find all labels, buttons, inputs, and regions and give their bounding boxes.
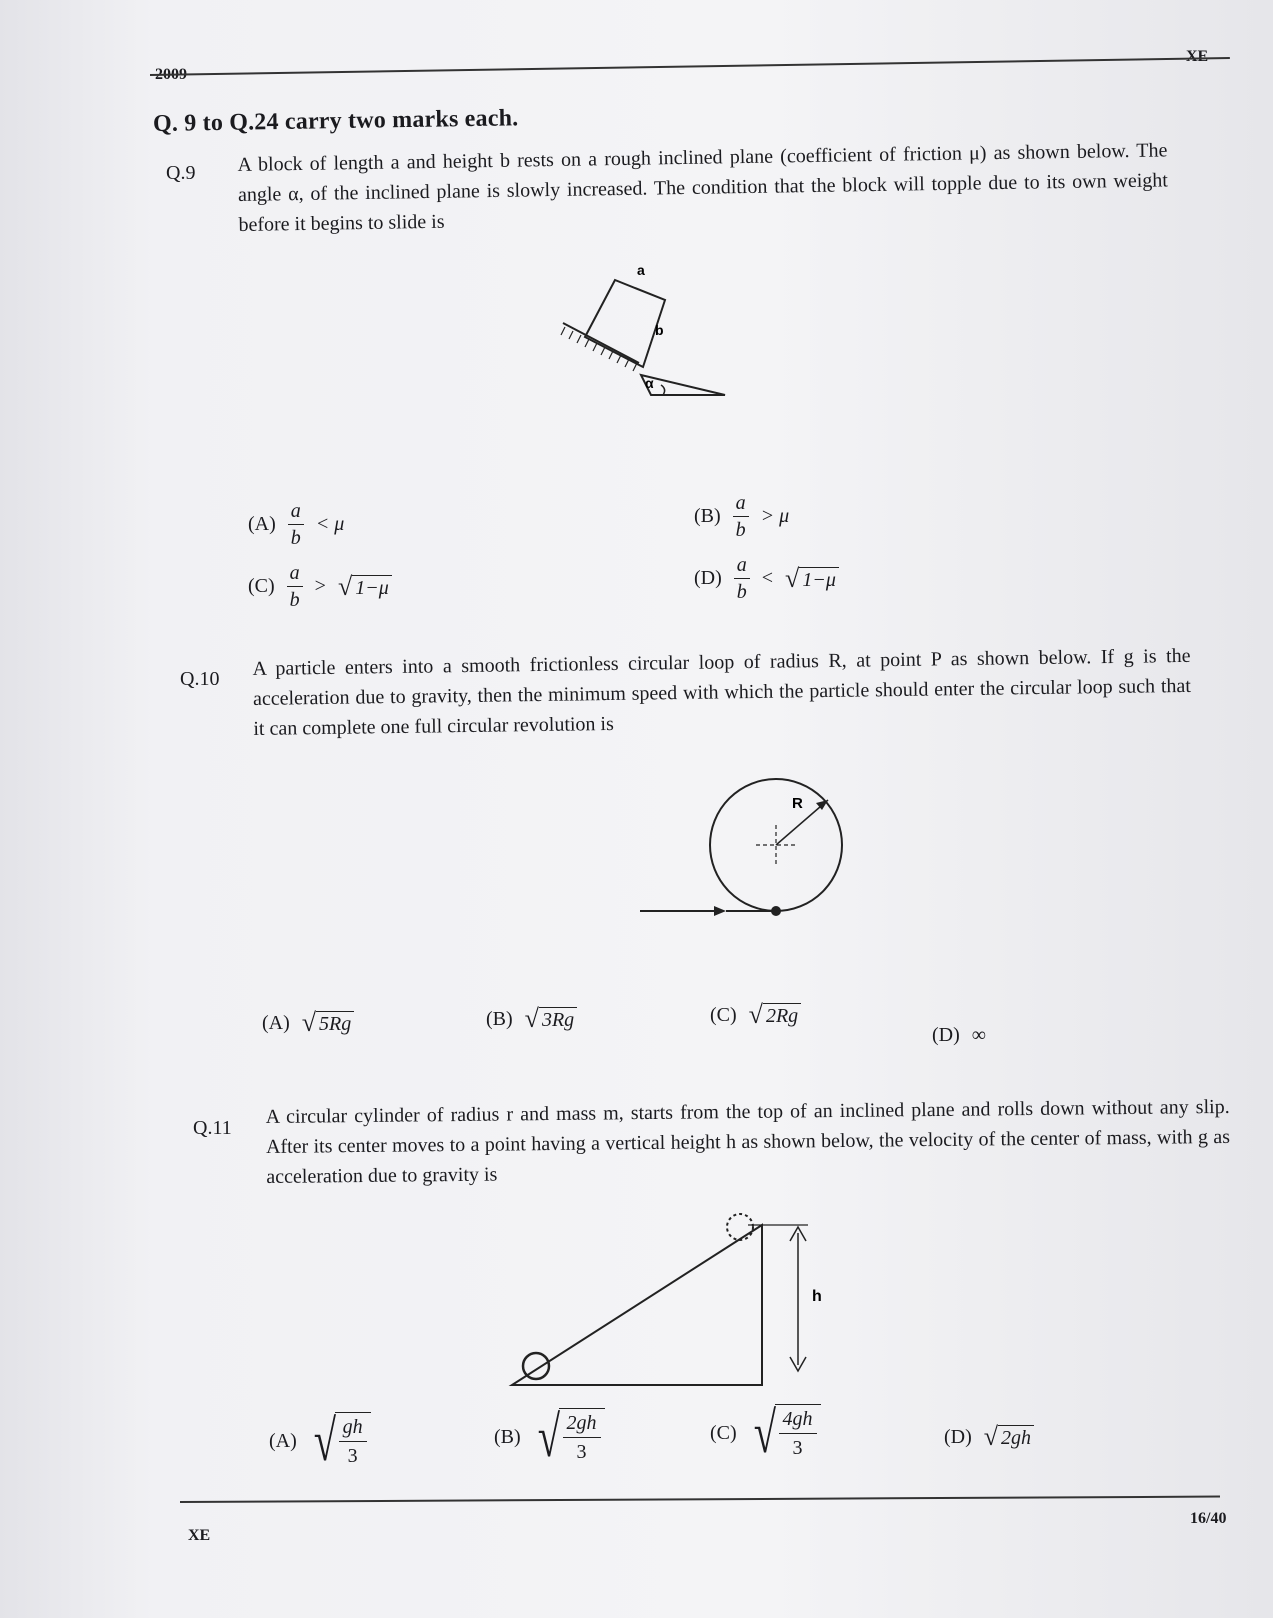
square-root: √ 1−μ: [338, 574, 392, 600]
denominator: b: [736, 581, 747, 603]
q10-circular-loop-figure: [640, 770, 860, 930]
q9-option-c[interactable]: [248, 560, 392, 613]
square-root: √ 1−μ: [785, 566, 839, 592]
incline-hatching: [561, 327, 637, 371]
option-label: (A): [262, 1011, 290, 1034]
denominator: 3: [347, 1445, 358, 1467]
header-rule: [150, 57, 1230, 76]
denominator: 3: [792, 1437, 803, 1459]
particle-point: [771, 906, 781, 916]
square-root: √ $\frac{2gh}{3}$: [533, 1408, 605, 1466]
option-label: (B): [486, 1007, 513, 1030]
footer-page-number: 16/40: [1190, 1510, 1227, 1527]
denominator: b: [735, 519, 746, 541]
q11-rolling-cylinder-figure: [508, 1205, 828, 1395]
radicand: 1−μ: [352, 575, 392, 600]
relation: <: [761, 567, 774, 589]
numerator: 4gh: [779, 1405, 817, 1434]
numerator: a: [734, 552, 750, 579]
header-year: 2009: [155, 66, 187, 83]
footer-rule: [180, 1496, 1220, 1503]
radicand: 1−μ: [799, 567, 839, 592]
q10-text: A particle enters into a smooth frictionless circular loop of radius R, at point P as shown below. If g is the acceleration due to gravity, then the minimum speed with which the particle should enter the circular loop such that it can complete one full circular revolution is: [252, 644, 1192, 740]
denominator: 3: [576, 1441, 587, 1463]
q11-option-b[interactable]: [494, 1404, 605, 1469]
numerator: gh: [339, 1413, 367, 1442]
square-root: √ $\frac{4gh}{3}$: [749, 1404, 821, 1462]
q9-block-on-incline-figure: [555, 255, 735, 405]
section-title: Q. 9 to Q.24 carry two marks each.: [152, 105, 519, 137]
fraction: [775, 1404, 821, 1462]
numerator: a: [733, 490, 749, 517]
relation: < μ: [315, 513, 345, 535]
fraction: [733, 490, 749, 543]
square-root: √ 3Rg: [525, 1006, 578, 1032]
entry-arrowhead: [714, 906, 726, 916]
radicand: 3Rg: [539, 1007, 577, 1032]
cylinder-top-dashed: [727, 1214, 753, 1240]
relation: >: [314, 575, 326, 597]
q10-option-d[interactable]: [932, 1024, 986, 1047]
q9-option-d[interactable]: [694, 552, 839, 605]
option-label: (D): [932, 1024, 960, 1046]
label-alpha: α: [645, 375, 654, 391]
radicand: 2Rg: [763, 1003, 801, 1028]
fraction: [734, 552, 750, 605]
option-label: (B): [494, 1425, 521, 1448]
option-label: (D): [694, 567, 722, 589]
option-label: (C): [248, 575, 275, 597]
q9-number: Q.9: [166, 162, 196, 184]
option-label: (A): [269, 1429, 297, 1452]
incline-surface: [563, 323, 639, 363]
q9-option-b[interactable]: [694, 490, 789, 543]
square-root: √ $\frac{gh}{3}$: [309, 1412, 371, 1470]
label-R: R: [792, 795, 803, 812]
q10-option-a[interactable]: [262, 1010, 354, 1036]
header-paper-code: XE: [1186, 48, 1209, 65]
numerator: 2gh: [563, 1409, 601, 1438]
square-root: √ 2Rg: [749, 1002, 802, 1028]
radicand: 2gh: [998, 1425, 1034, 1450]
q11-text: A circular cylinder of radius r and mass m, starts from the top of an inclined plane and rolls down without any slip. After its center moves to a point having a vertical height h as shown below, the velocity of the center of mass, with g as acceleration due to gravity is: [265, 1095, 1231, 1188]
q10-option-c[interactable]: [710, 1002, 801, 1028]
q11-number: Q.11: [193, 1117, 232, 1139]
q10-option-b[interactable]: [486, 1006, 577, 1032]
block: [585, 280, 665, 367]
option-label: (A): [248, 513, 276, 535]
square-root: √ 2gh: [984, 1424, 1034, 1450]
radicand: 5Rg: [316, 1011, 354, 1036]
fraction: [559, 1408, 605, 1466]
cylinder-bottom: [523, 1353, 549, 1379]
numerator: a: [287, 560, 303, 587]
q9-text: A block of length a and height b rests on a rough inclined plane (coefficient of friction μ) as shown below. The angle α, of the inclined plane is slowly increased. The condition that the block will topple due to its own weight before it begins to slide is: [237, 139, 1169, 236]
infinity-value: ∞: [971, 1024, 987, 1046]
footer-paper-code: XE: [188, 1527, 211, 1544]
inclined-plane: [512, 1225, 762, 1385]
q11-option-a[interactable]: [269, 1408, 371, 1473]
denominator: b: [289, 589, 300, 611]
label-h: h: [812, 1288, 822, 1305]
square-root: √ 5Rg: [302, 1010, 355, 1036]
option-label: (C): [710, 1003, 737, 1026]
q9-option-a[interactable]: [248, 498, 344, 551]
option-label: (D): [944, 1425, 972, 1448]
option-label: (B): [694, 505, 721, 527]
q10-number: Q.10: [180, 668, 220, 690]
denominator: b: [290, 527, 301, 549]
label-b: b: [655, 322, 664, 338]
q11-option-d[interactable]: [944, 1424, 1034, 1450]
q11-option-c[interactable]: [710, 1400, 821, 1465]
numerator: a: [288, 498, 304, 525]
option-label: (C): [710, 1421, 737, 1444]
fraction: [288, 498, 304, 551]
fraction: [335, 1412, 371, 1470]
label-a: a: [637, 262, 645, 278]
relation: > μ: [760, 505, 790, 527]
fraction: [287, 560, 303, 613]
angle-arc: [661, 385, 665, 395]
